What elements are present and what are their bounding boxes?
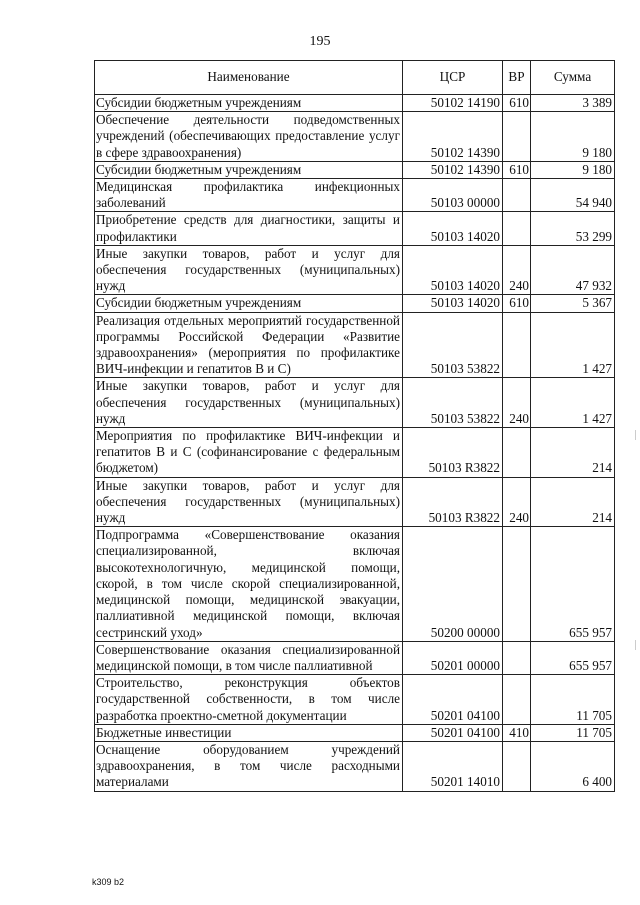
row-name: Мероприятия по профилактике ВИЧ-инфекции и гепатитов В и С (софинансирование с федеральным бюджетом) bbox=[95, 428, 403, 478]
row-sum: 9 180 bbox=[531, 161, 615, 178]
header-name: Наименование bbox=[95, 61, 403, 95]
row-sum: 1 427 bbox=[531, 312, 615, 378]
row-sum: 655 957 bbox=[531, 641, 615, 674]
row-sum: 47 932 bbox=[531, 245, 615, 295]
scan-edge-mark bbox=[635, 430, 636, 440]
row-csr: 50103 00000 bbox=[403, 179, 503, 212]
row-name: Приобретение средств для диагностики, защиты и профилактики bbox=[95, 212, 403, 245]
table-row bbox=[95, 641, 615, 674]
row-sum: 54 940 bbox=[531, 179, 615, 212]
table-row bbox=[95, 428, 615, 478]
table-row bbox=[95, 477, 615, 527]
row-vr bbox=[503, 428, 531, 478]
row-csr: 50103 53822 bbox=[403, 378, 503, 428]
row-name: Медицинская профилактика инфекционных заболеваний bbox=[95, 179, 403, 212]
row-vr: 240 bbox=[503, 477, 531, 527]
row-csr: 50201 00000 bbox=[403, 641, 503, 674]
row-csr: 50103 53822 bbox=[403, 312, 503, 378]
table-row bbox=[95, 527, 615, 641]
row-name: Реализация отдельных мероприятий государственной программы Российской Федерации «Развитие здравоохранения» (мероприятия по профилактике ВИЧ-инфекции и гепатитов В и С) bbox=[95, 312, 403, 378]
header-vr: ВР bbox=[503, 61, 531, 95]
row-name: Иные закупки товаров, работ и услуг для обеспечения государственных (муниципальных) нужд bbox=[95, 378, 403, 428]
row-vr bbox=[503, 112, 531, 162]
table-row bbox=[95, 724, 615, 741]
row-vr: 240 bbox=[503, 245, 531, 295]
header-sum: Сумма bbox=[531, 61, 615, 95]
row-vr bbox=[503, 641, 531, 674]
row-vr: 610 bbox=[503, 295, 531, 312]
row-vr bbox=[503, 179, 531, 212]
page-number: 195 bbox=[309, 34, 331, 49]
table-row bbox=[95, 741, 615, 791]
row-sum: 11 705 bbox=[531, 675, 615, 725]
row-csr: 50201 04100 bbox=[403, 724, 503, 741]
row-name: Иные закупки товаров, работ и услуг для обеспечения государственных (муниципальных) нужд bbox=[95, 477, 403, 527]
row-csr: 50103 14020 bbox=[403, 295, 503, 312]
table-row bbox=[95, 378, 615, 428]
row-vr bbox=[503, 675, 531, 725]
table-row bbox=[95, 179, 615, 212]
row-csr: 50200 00000 bbox=[403, 527, 503, 641]
row-name: Субсидии бюджетным учреждениям bbox=[95, 95, 403, 112]
table-row bbox=[95, 212, 615, 245]
row-name: Строительство, реконструкция объектов государственной собственности, в том числе разработка проектно-сметной документации bbox=[95, 675, 403, 725]
row-csr: 50103 R3822 bbox=[403, 477, 503, 527]
row-csr: 50102 14390 bbox=[403, 112, 503, 162]
row-vr: 410 bbox=[503, 724, 531, 741]
row-name: Бюджетные инвестиции bbox=[95, 724, 403, 741]
row-sum: 214 bbox=[531, 477, 615, 527]
row-csr: 50103 14020 bbox=[403, 212, 503, 245]
table-row bbox=[95, 112, 615, 162]
header-csr: ЦСР bbox=[403, 61, 503, 95]
row-csr: 50201 14010 bbox=[403, 741, 503, 791]
row-name: Оснащение оборудованием учреждений здравоохранения, в том числе расходными материалами bbox=[95, 741, 403, 791]
table-row bbox=[95, 245, 615, 295]
budget-table bbox=[94, 60, 615, 792]
footer-code: k309 b2 bbox=[92, 877, 125, 887]
row-name: Субсидии бюджетным учреждениям bbox=[95, 295, 403, 312]
row-csr: 50102 14390 bbox=[403, 161, 503, 178]
table-row bbox=[95, 295, 615, 312]
table-row bbox=[95, 161, 615, 178]
row-sum: 9 180 bbox=[531, 112, 615, 162]
scan-edge-mark bbox=[635, 640, 636, 650]
row-sum: 11 705 bbox=[531, 724, 615, 741]
row-name: Субсидии бюджетным учреждениям bbox=[95, 161, 403, 178]
row-name: Обеспечение деятельности подведомственных учреждений (обеспечивающих предоставление услуг в сфере здравоохранения) bbox=[95, 112, 403, 162]
row-csr: 50103 14020 bbox=[403, 245, 503, 295]
row-vr bbox=[503, 527, 531, 641]
row-sum: 3 389 bbox=[531, 95, 615, 112]
row-sum: 1 427 bbox=[531, 378, 615, 428]
row-name: Совершенствование оказания специализированной медицинской помощи, в том числе паллиативной bbox=[95, 641, 403, 674]
row-sum: 53 299 bbox=[531, 212, 615, 245]
row-name: Иные закупки товаров, работ и услуг для обеспечения государственных (муниципальных) нужд bbox=[95, 245, 403, 295]
row-csr: 50103 R3822 bbox=[403, 428, 503, 478]
row-sum: 655 957 bbox=[531, 527, 615, 641]
table-header-row bbox=[95, 61, 615, 95]
row-csr: 50102 14190 bbox=[403, 95, 503, 112]
row-csr: 50201 04100 bbox=[403, 675, 503, 725]
table-row bbox=[95, 312, 615, 378]
row-name: Подпрограмма «Совершенствование оказания специализированной, включая высокотехнологичную, медицинской помощи, скорой, в том числе скорой специализированной, медицинской помощи, медицинской эвакуации, паллиативной медицинской помощи, включая сестринский уход» bbox=[95, 527, 403, 641]
row-sum: 6 400 bbox=[531, 741, 615, 791]
row-vr bbox=[503, 312, 531, 378]
table-row bbox=[95, 675, 615, 725]
row-vr bbox=[503, 212, 531, 245]
row-vr: 240 bbox=[503, 378, 531, 428]
row-vr: 610 bbox=[503, 95, 531, 112]
table-row bbox=[95, 95, 615, 112]
row-sum: 214 bbox=[531, 428, 615, 478]
row-vr: 610 bbox=[503, 161, 531, 178]
row-sum: 5 367 bbox=[531, 295, 615, 312]
row-vr bbox=[503, 741, 531, 791]
